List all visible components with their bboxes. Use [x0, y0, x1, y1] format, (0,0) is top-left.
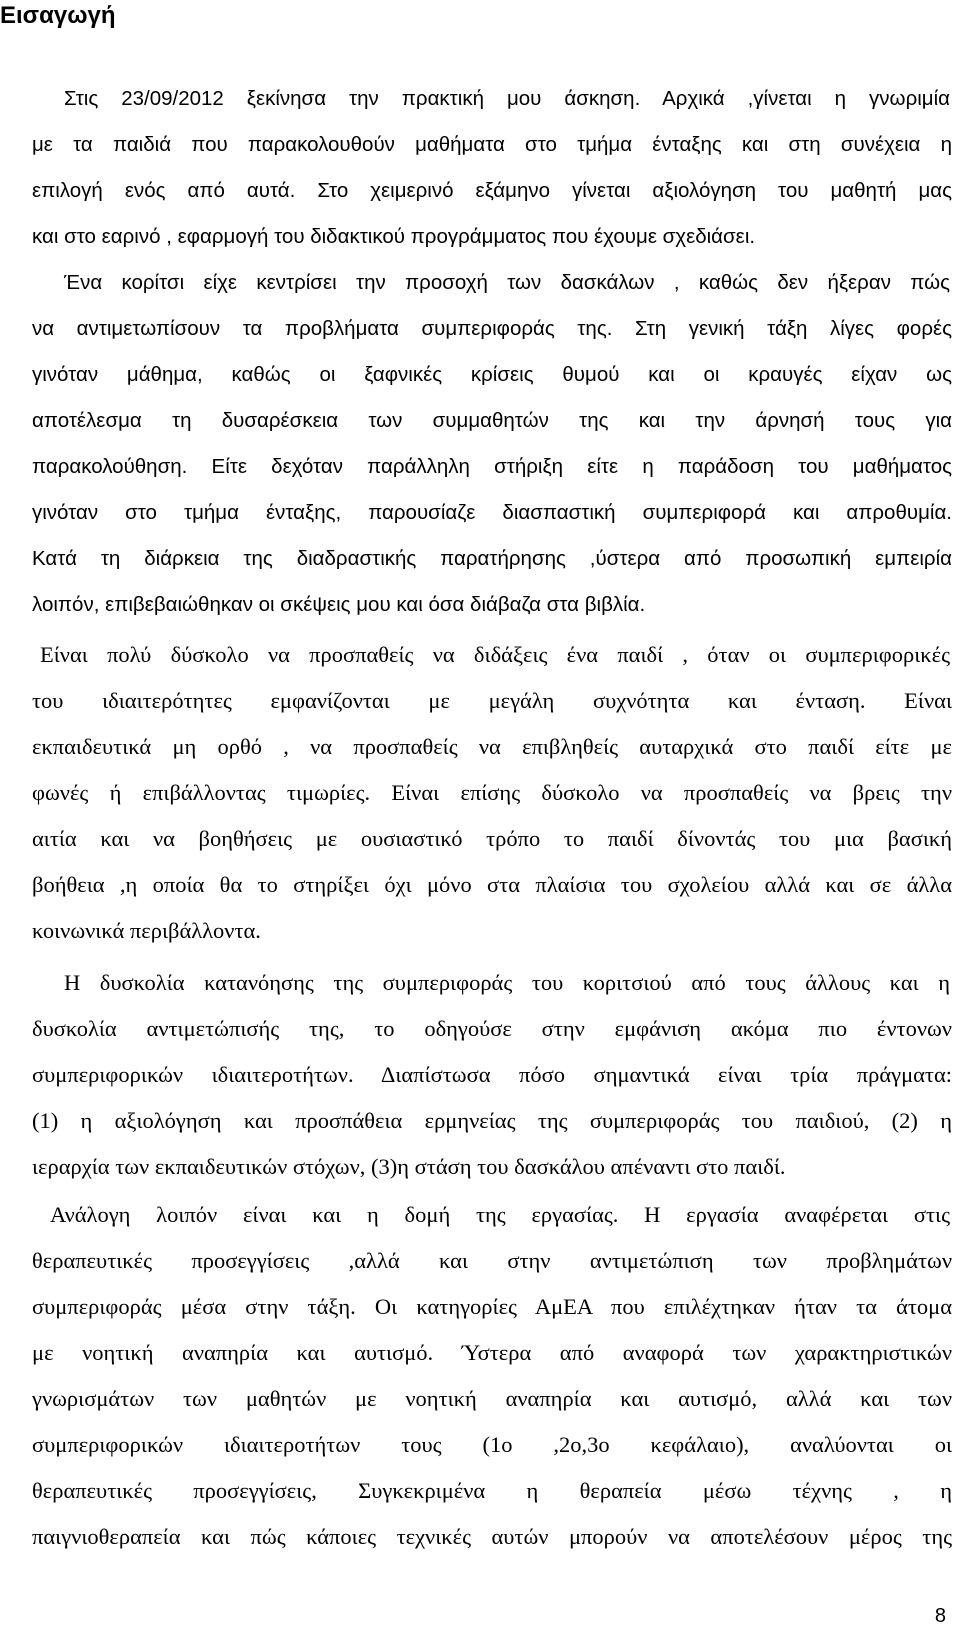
text-line: συμπεριφορικών ιδιαιτεροτήτων. Διαπίστωσα πόσο σημαντικά είναι τρία πράγματα: [32, 1062, 952, 1087]
text-line: Κατά τη διάρκεια της διαδραστικής παρατήρησης ,ύστερα από προσωπική εμπειρία [32, 547, 952, 570]
text-line: γινόταν μάθημα, καθώς οι ξαφνικές κρίσεις θυμού και οι κραυγές είχαν ως [32, 363, 952, 386]
text-line: συμπεριφοράς μέσα στην τάξη. Οι κατηγορίες ΑμΕΑ που επιλέχτηκαν ήταν τα άτομα [32, 1294, 952, 1319]
text-line: Ένα κορίτσι είχε κεντρίσει την προσοχή των δασκάλων , καθώς δεν ήξεραν πώς [64, 271, 950, 294]
text-line: γνωρισμάτων των μαθητών με νοητική αναπηρία και αυτισμό, αλλά και των [32, 1386, 952, 1411]
text-line: εκπαιδευτικά μη ορθό , να προσπαθείς να επιβληθείς αυταρχικά στο παιδί είτε με [32, 734, 952, 759]
text-line: κοινωνικά περιβάλλοντα. [32, 918, 261, 943]
text-line: φωνές ή επιβάλλοντας τιμωρίες. Είναι επίσης δύσκολο να προσπαθείς να βρεις την [32, 780, 952, 805]
text-line: Στις 23/09/2012 ξεκίνησα την πρακτική μου άσκηση. Αρχικά ,γίνεται η γνωριμία [64, 87, 950, 110]
text-line: του ιδιαιτερότητες εμφανίζονται με μεγάλη συχνότητα και ένταση. Είναι [32, 688, 952, 713]
section-heading: Εισαγωγή [0, 2, 116, 29]
page-number: 8 [934, 1605, 946, 1627]
text-line: αιτία και να βοηθήσεις με ουσιαστικό τρόπο το παιδί δίνοντάς του μια βασική [32, 826, 952, 851]
text-line: επιλογή ενός από αυτά. Στο χειμερινό εξάμηνο γίνεται αξιολόγηση του μαθητή μας [32, 179, 952, 202]
text-line: (1) η αξιολόγηση και προσπάθεια ερμηνείας της συμπεριφοράς του παιδιού, (2) η [32, 1108, 952, 1133]
text-line: Ανάλογη λοιπόν είναι και η δομή της εργασίας. Η εργασία αναφέρεται στις [50, 1202, 950, 1227]
text-line: να αντιμετωπίσουν τα προβλήματα συμπεριφοράς της. Στη γενική τάξη λίγες φορές [32, 317, 952, 340]
text-line: ιεραρχία των εκπαιδευτικών στόχων, (3)η στάση του δασκάλου απέναντι στο παιδί. [32, 1154, 786, 1179]
text-line: παρακολούθηση. Είτε δεχόταν παράλληλη στήριξη είτε η παράδοση του μαθήματος [32, 455, 952, 478]
text-line: συμπεριφορικών ιδιαιτεροτήτων τους (1ο ,2ο,3ο κεφάλαιο), αναλύονται οι [32, 1432, 952, 1457]
text-line: Είναι πολύ δύσκολο να προσπαθείς να διδάξεις ένα παιδί , όταν οι συμπεριφορικές [40, 642, 950, 667]
text-line: λοιπόν, επιβεβαιώθηκαν οι σκέψεις μου και όσα διάβαζα στα βιβλία. [32, 593, 646, 616]
text-line: παιγνιοθεραπεία και πώς κάποιες τεχνικές αυτών μπορούν να αποτελέσουν μέρος της [32, 1524, 952, 1549]
text-line: δυσκολία αντιμετώπισής της, το οδηγούσε στην εμφάνιση ακόμα πιο έντονων [32, 1016, 952, 1041]
text-line: θεραπευτικές προσεγγίσεις, Συγκεκριμένα η θεραπεία μέσω τέχνης , η [32, 1478, 952, 1503]
text-line: με νοητική αναπηρία και αυτισμό. Ύστερα από αναφορά των χαρακτηριστικών [32, 1340, 952, 1365]
text-line: αποτέλεσμα τη δυσαρέσκεια των συμμαθητών της και την άρνησή τους για [32, 409, 952, 432]
text-line: και στο εαρινό , εφαρμογή του διδακτικού προγράμματος που έχουμε σχεδιάσει. [32, 225, 756, 248]
text-line: Η δυσκολία κατανόησης της συμπεριφοράς του κοριτσιού από τους άλλους και η [64, 970, 950, 995]
text-line: βοήθεια ,η οποία θα το στηρίξει όχι μόνο στα πλαίσια του σχολείου αλλά και σε άλλα [32, 872, 952, 897]
text-line: θεραπευτικές προσεγγίσεις ,αλλά και στην αντιμετώπιση των προβλημάτων [32, 1248, 952, 1273]
text-line: με τα παιδιά που παρακολουθούν μαθήματα στο τμήμα ένταξης και στη συνέχεια η [32, 133, 952, 156]
text-line: γινόταν στο τμήμα ένταξης, παρουσίαζε διασπαστική συμπεριφορά και απροθυμία. [32, 501, 952, 524]
